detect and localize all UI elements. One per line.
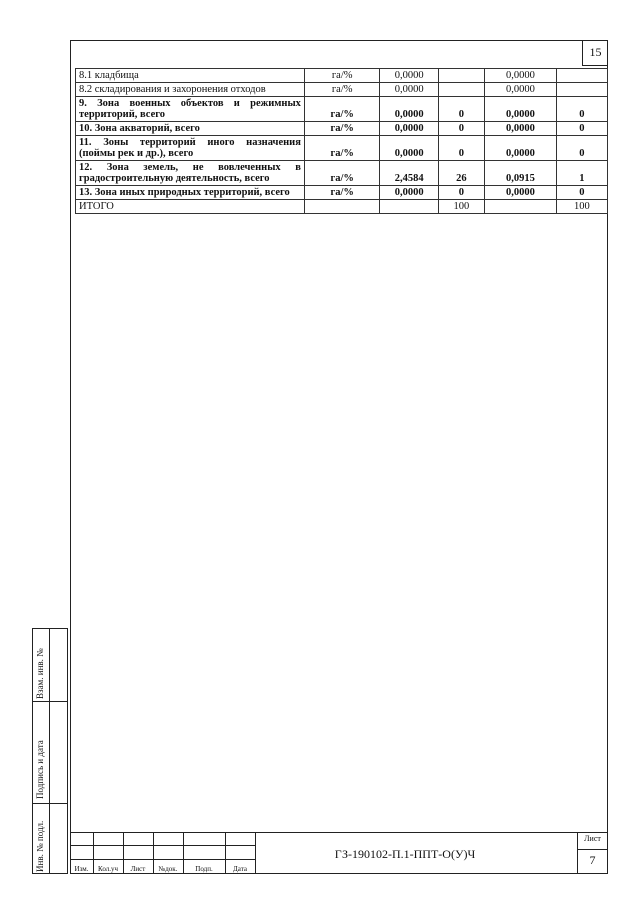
row-percent-planned-cell: 0 xyxy=(556,97,607,122)
table-row xyxy=(76,83,608,97)
inv-podl-label: Инв. № подл. xyxy=(35,820,45,872)
table-row xyxy=(76,69,608,83)
row-area-planned-cell xyxy=(485,200,557,214)
row-name-cell: 13. Зона иных природных территорий, всего xyxy=(76,186,305,200)
row-area-planned-cell: 0,0000 xyxy=(485,97,557,122)
row-name-cell: 12. Зона земель, не вовлеченных в градостроительную деятельность, всего xyxy=(76,161,305,186)
row-area-existing-cell: 0,0000 xyxy=(380,186,438,200)
stamp-col-label: Лист xyxy=(130,865,146,873)
table-row xyxy=(76,122,608,136)
sheet-label: Лист xyxy=(584,834,601,843)
table-row xyxy=(76,136,608,161)
approval-strip-divider xyxy=(33,701,67,702)
row-area-existing-cell: 2,4584 xyxy=(380,161,438,186)
row-percent-existing-cell: 0 xyxy=(438,136,484,161)
table-row xyxy=(76,161,608,186)
land-use-table xyxy=(75,68,608,214)
row-area-existing-cell xyxy=(380,200,438,214)
signature-date-label: Подпись и дата xyxy=(35,740,45,799)
row-unit-cell: га/% xyxy=(304,122,380,136)
stamp-col-label: Дата xyxy=(233,865,247,873)
row-area-planned-cell: 0,0000 xyxy=(485,136,557,161)
row-area-existing-cell: 0,0000 xyxy=(380,83,438,97)
row-area-planned-cell: 0,0915 xyxy=(485,161,557,186)
row-percent-existing-cell xyxy=(438,83,484,97)
row-area-existing-cell: 0,0000 xyxy=(380,69,438,83)
sheet-number: 7 xyxy=(589,853,596,867)
stamp-col-label: Изм. xyxy=(74,865,89,873)
row-name-cell: 9. Зона военных объектов и режимных территорий, всего xyxy=(76,97,305,122)
row-percent-planned-cell: 1 xyxy=(556,161,607,186)
row-percent-existing-cell: 100 xyxy=(438,200,484,214)
row-area-planned-cell: 0,0000 xyxy=(485,69,557,83)
row-percent-existing-cell xyxy=(438,69,484,83)
document-code: ГЗ-190102-П.1-ППТ-О(У)Ч xyxy=(334,847,476,861)
row-percent-planned-cell xyxy=(556,69,607,83)
row-percent-existing-cell: 0 xyxy=(438,97,484,122)
row-unit-cell xyxy=(304,200,380,214)
vzam-inv-label: Взам. инв. № xyxy=(35,648,45,699)
stamp-row-line xyxy=(70,845,255,846)
row-name-cell: 8.2 складирования и захоронения отходов xyxy=(76,83,305,97)
table-row xyxy=(76,186,608,200)
title-block xyxy=(70,832,608,874)
row-unit-cell: га/% xyxy=(304,69,380,83)
row-percent-planned-cell xyxy=(556,83,607,97)
row-percent-planned-cell: 100 xyxy=(556,200,607,214)
table-row xyxy=(76,200,608,214)
row-area-existing-cell: 0,0000 xyxy=(380,97,438,122)
row-percent-existing-cell: 26 xyxy=(438,161,484,186)
row-percent-planned-cell: 0 xyxy=(556,122,607,136)
row-percent-existing-cell: 0 xyxy=(438,186,484,200)
table-row xyxy=(76,97,608,122)
stamp-row-line xyxy=(577,849,608,850)
row-area-planned-cell: 0,0000 xyxy=(485,83,557,97)
row-percent-existing-cell: 0 xyxy=(438,122,484,136)
row-name-cell: 8.1 кладбища xyxy=(76,69,305,83)
row-percent-planned-cell: 0 xyxy=(556,136,607,161)
stamp-col-label: №док. xyxy=(158,865,178,873)
row-unit-cell: га/% xyxy=(304,161,380,186)
page-number: 15 xyxy=(582,40,608,66)
approval-strip-col xyxy=(49,629,67,873)
stamp-col-label: Кол.уч xyxy=(98,865,118,873)
row-area-planned-cell: 0,0000 xyxy=(485,122,557,136)
row-unit-cell: га/% xyxy=(304,97,380,122)
approval-strip xyxy=(32,628,68,874)
row-unit-cell: га/% xyxy=(304,186,380,200)
stamp-row-line xyxy=(70,859,255,860)
row-area-existing-cell: 0,0000 xyxy=(380,136,438,161)
row-name-cell: 11. Зоны территорий иного назначения (поймы рек и др.), всего xyxy=(76,136,305,161)
row-area-existing-cell: 0,0000 xyxy=(380,122,438,136)
row-unit-cell: га/% xyxy=(304,83,380,97)
row-area-planned-cell: 0,0000 xyxy=(485,186,557,200)
row-name-cell: ИТОГО xyxy=(76,200,305,214)
row-name-cell: 10. Зона акваторий, всего xyxy=(76,122,305,136)
stamp-col-label: Подп. xyxy=(195,865,213,873)
approval-strip-divider xyxy=(33,803,67,804)
row-unit-cell: га/% xyxy=(304,136,380,161)
row-percent-planned-cell: 0 xyxy=(556,186,607,200)
